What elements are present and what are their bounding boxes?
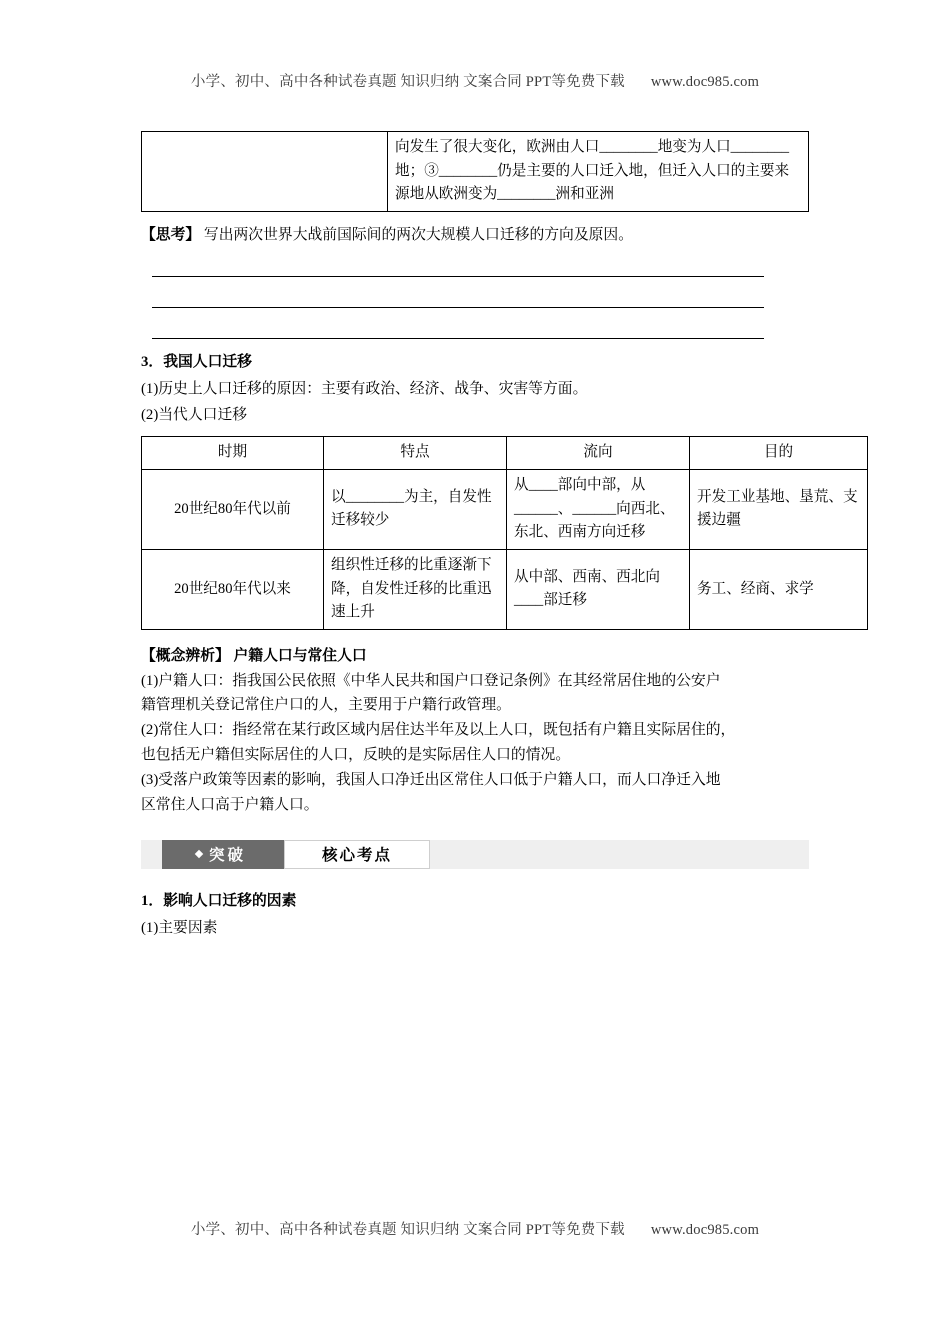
concept-title [141,644,809,669]
migration-row2-period: 20世纪80年代以来 [142,549,324,629]
migration-row2-flow: 从中部、西南、西北向____部迁移 [507,549,690,629]
migration-row2-feature: 组织性迁移的比重逐渐下降，自发性迁移的比重迅速上升 [324,549,507,629]
think-text: 写出两次世界大战前国际间的两次大规模人口迁移的方向及原因。 [203,226,634,243]
migration-row1-feature: 以________为主，自发性迁移较少 [324,469,507,549]
think-label: 【思考】 [141,226,201,243]
migration-row1-period: 20世纪80年代以前 [142,469,324,549]
diamond-icon [195,850,203,858]
continued-table [141,131,809,212]
document-content [141,131,858,940]
concept-block [141,644,809,818]
section3-heading: 3．我国人口迁移 [141,353,252,370]
migration-row2-purpose: 务工、经商、求学 [690,549,868,629]
continued-table-left-cell [142,132,388,212]
migration-table-header-flow: 流向 [507,437,690,470]
banner-dark-label: 突破 [208,847,246,865]
concept-title-label: 【概念辨析】 [141,647,230,664]
banner-tab-core-points[interactable] [284,840,430,869]
answer-line[interactable] [152,319,764,339]
watermark-text: 小学、初中、高中各种试卷真题 知识归纳 文案合同 PPT等免费下载 [190,74,625,90]
migration-table-header-period: 时期 [142,437,324,470]
breakthrough-heading: 1．影响人口迁移的因素 [141,892,297,909]
banner-light-label: 核心考点 [321,847,392,865]
answer-lines [141,257,809,339]
concept-line-1: (1)户籍人口：指我国公民依照《中华人民共和国户口登记条例》在其经常居住地的公安户 [141,672,721,689]
table-header-row [142,437,868,470]
table-row [142,132,809,212]
migration-table-header-feature: 特点 [324,437,507,470]
header-watermark [0,70,950,91]
banner-tab-breakthrough[interactable] [162,840,284,869]
concept-title-text: 户籍人口与常住人口 [233,647,367,664]
think-paragraph [141,223,809,248]
migration-row1-flow: 从____部向中部，从______、______向西北、东北、西南方向迁移 [507,469,690,549]
answer-line[interactable] [152,288,764,308]
migration-row1-purpose: 开发工业基地、垦荒、支援边疆 [690,469,868,549]
continued-table-right-cell: 向发生了很大变化，欧洲由人口________地变为人口________地；③________仍是主要的人口迁入地，但迁入人口的主要来源地从欧洲变为________洲和亚洲 [388,132,809,212]
concept-line-4: 也包括无户籍但实际居住的人口，反映的是实际居住人口的情况。 [141,747,571,764]
concept-line-3: (2)常住人口：指经常在某行政区域内居住达半年及以上人口，既包括有户籍且实际居住的， [141,722,736,739]
watermark-text: 小学、初中、高中各种试卷真题 知识归纳 文案合同 PPT等免费下载 [190,1222,625,1238]
watermark-url: www.doc985.com [650,74,760,90]
migration-table-header-purpose: 目的 [690,437,868,470]
section3-item2: (2)当代人口迁移 [141,407,248,424]
migration-table [141,436,868,629]
table-row [142,469,868,549]
concept-line-6: 区常住人口高于户籍人口。 [141,796,319,813]
watermark-url: www.doc985.com [650,1222,760,1238]
section-banner [141,840,809,869]
concept-line-5: (3)受落户政策等因素的影响，我国人口净迁出区常住人口低于户籍人口，而人口净迁入地 [141,772,721,788]
section3-item1: (1)历史上人口迁移的原因：主要有政治、经济、战争、灾害等方面。 [141,380,588,397]
table-row [142,549,868,629]
concept-line-2: 籍管理机关登记常住户口的人，主要用于户籍行政管理。 [141,697,511,714]
breakthrough-item1: (1)主要因素 [141,919,218,936]
answer-line[interactable] [152,257,764,277]
footer-watermark [0,1218,950,1239]
